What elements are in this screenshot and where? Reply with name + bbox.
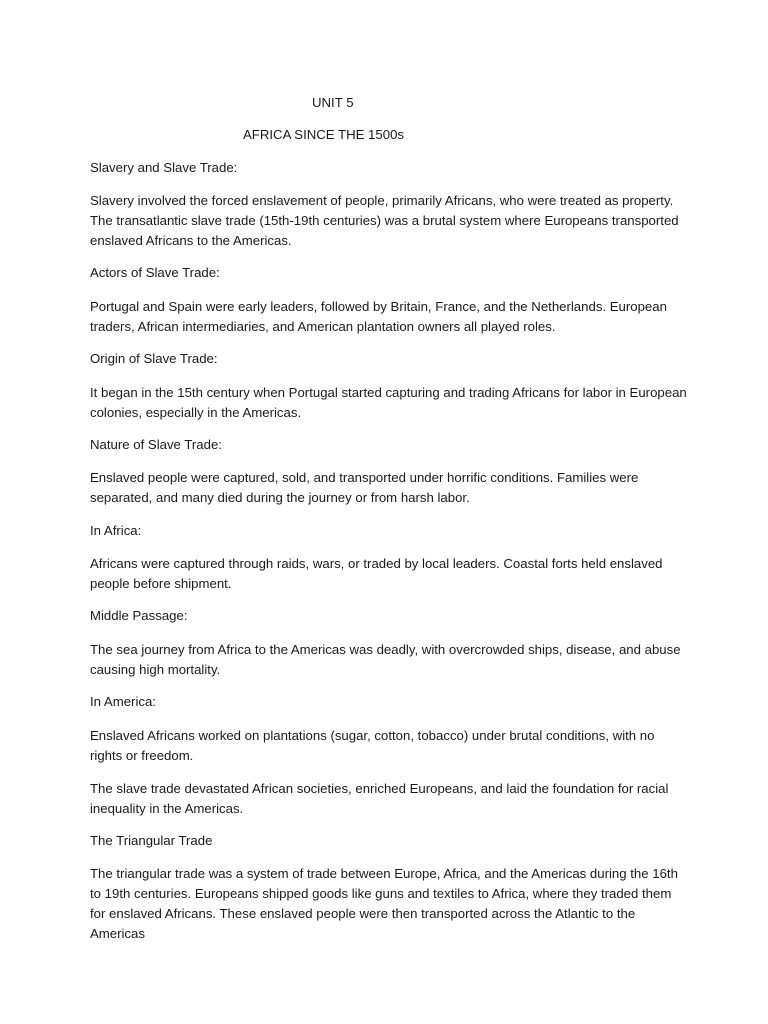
section-heading: In Africa: (90, 523, 142, 538)
section-body: It began in the 15th century when Portugal started capturing and trading Africans for labor in European colonies, especially in the Americas. (90, 385, 687, 420)
section-body: Portugal and Spain were early leaders, followed by Britain, France, and the Netherlands. European traders, African intermediaries, and American plantation owners all played roles. (90, 299, 667, 334)
section-body: The sea journey from Africa to the Americas was deadly, with overcrowded ships, disease, and abuse causing high mortality. (90, 642, 681, 677)
section-body: The triangular trade was a system of trade between Europe, Africa, and the Americas during the 16th to 19th centuries. Europeans shipped goods like guns and textiles to Africa, where they traded them for enslaved Africans. These enslaved people were then transported across the Atlantic to the Americas (90, 866, 678, 941)
section-body: Enslaved Africans worked on plantations (sugar, cotton, tobacco) under brutal conditions, with no rights or freedom. (90, 728, 655, 763)
section-heading: Origin of Slave Trade: (90, 351, 218, 366)
section-heading: Nature of Slave Trade: (90, 437, 222, 452)
section-body: Slavery involved the forced enslavement of people, primarily Africans, who were treated as property. The transatlantic slave trade (15th-19th centuries) was a brutal system where Europeans transported enslaved Africans to the Americas. (90, 193, 679, 248)
summary-paragraph: The slave trade devastated African societies, enriched Europeans, and laid the foundation for racial inequality in the Americas. (90, 781, 669, 816)
section-heading: Slavery and Slave Trade: (90, 160, 238, 175)
section-body: Africans were captured through raids, wars, or traded by local leaders. Coastal forts held enslaved people before shipment. (90, 556, 663, 591)
section-heading: Middle Passage: (90, 608, 188, 623)
section-heading: In America: (90, 694, 156, 709)
section-heading: The Triangular Trade (90, 833, 213, 848)
section-heading: Actors of Slave Trade: (90, 265, 220, 280)
section-body: Enslaved people were captured, sold, and transported under horrific conditions. Families were separated, and many died during the journey or from harsh labor. (90, 470, 639, 505)
document-title: AFRICA SINCE THE 1500s (243, 127, 404, 142)
unit-label: UNIT 5 (312, 95, 354, 110)
